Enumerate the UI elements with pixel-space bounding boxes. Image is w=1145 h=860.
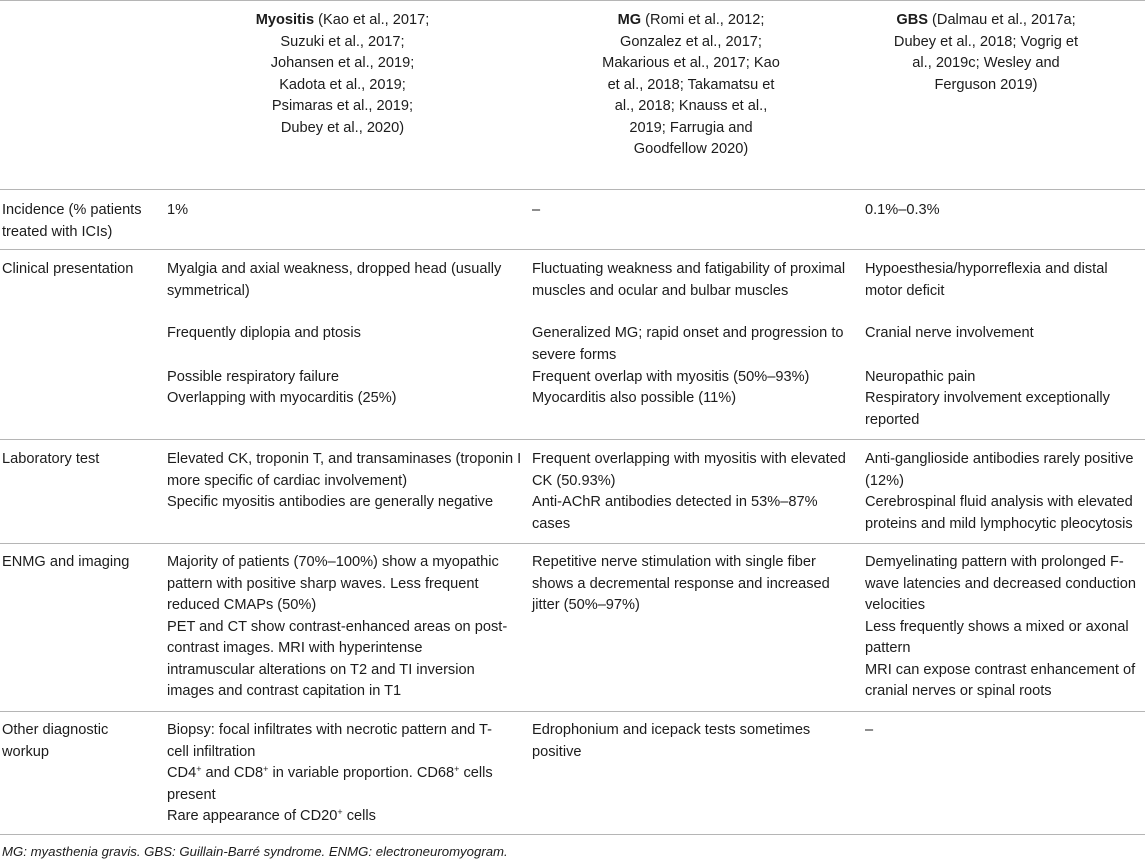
cell-line: Anti-AChR antibodies detected in 53%–87% cases (532, 494, 818, 532)
cell-line: Biopsy: focal infiltrates with necrotic pattern and T-cell infiltration (167, 722, 493, 760)
cell-line: Generalized MG; rapid onset and progression to severe forms (532, 325, 844, 363)
cell-line: Neuropathic pain (865, 369, 976, 385)
header-gbs-refs: (Dalmau et al., 2017a; Dubey et al., 2018; Vogrig et al., 2019c; Wesley and Ferguson 2019) (893, 12, 1079, 93)
cell-text: cells present (167, 765, 493, 803)
table-rule (0, 439, 1145, 440)
superscript: + (337, 807, 343, 817)
header-myositis-refs: (Kao et al., 2017; Suzuki et al., 2017; Johansen et al., 2019; Kadota et al., 2019; Psimaras et al., 2019; Dubey et al., 2020) (270, 12, 430, 136)
table-rule (0, 249, 1145, 250)
cell-line: Repetitive nerve stimulation with single fiber shows a decremental response and increased jitter (50%–97%) (532, 554, 830, 613)
cell-line: Specific myositis antibodies are generally negative (167, 494, 494, 510)
cell-incidence-gbs (865, 200, 1143, 222)
cell-line: MRI can expose contrast enhancement of cranial nerves or spinal roots (865, 661, 1136, 699)
cell-enmg-mg (532, 552, 852, 617)
row-label-enmg (2, 552, 162, 574)
cell-text: and CD8 (201, 765, 264, 781)
header-gbs-abbr: GBS (896, 12, 928, 28)
row-label-text: Other diagnostic workup (2, 722, 109, 760)
cell-line: Majority of patients (70%–100%) show a myopathic pattern with positive sharp waves. Less frequent reduced CMAPs (50%) (167, 554, 499, 613)
cell-incidence-mg (532, 200, 852, 222)
cell-line: Possible respiratory failure (167, 369, 339, 385)
cell-laboratory-myositis (167, 449, 522, 514)
cell-line: Cerebrospinal fluid analysis with elevated proteins and mild lymphocytic pleocytosis (865, 494, 1133, 532)
cell-line: Overlapping with myocarditis (25%) (167, 390, 397, 406)
cell-laboratory-gbs (865, 449, 1143, 535)
cell-line: Myocarditis also possible (11%) (532, 390, 737, 406)
cell-enmg-myositis (167, 552, 512, 703)
table-rule (0, 189, 1145, 190)
header-mg (596, 10, 786, 161)
cell-other-mg (532, 720, 842, 763)
cell-text: Rare appearance of CD20 (167, 808, 338, 824)
cell-line: Respiratory involvement exceptionally reported (865, 390, 1110, 428)
cell-line: Frequent overlap with myositis (50%–93%) (532, 369, 810, 385)
cell-line: – (532, 202, 541, 218)
header-myositis (250, 10, 435, 139)
table-rule (0, 543, 1145, 544)
cell-text: in variable proportion. CD68 (268, 765, 455, 781)
cell-line: 1% (167, 202, 189, 218)
header-myositis-abbr: Myositis (255, 12, 315, 28)
table-rule (0, 834, 1145, 835)
superscript: + (263, 764, 269, 774)
header-mg-refs: (Romi et al., 2012; Gonzalez et al., 2017; Makarious et al., 2017; Kao et al., 2018; Takamatsu et al., 2018; Knauss et al., 2019; Farrugia and Goodfellow 2020) (602, 12, 780, 157)
cell-line: PET and CT show contrast-enhanced areas on post-contrast images. MRI with hyperintense intramuscular alterations on T2 and TI inversion images and contrast capitation in T1 (167, 618, 508, 699)
cell-line (167, 806, 507, 828)
cell-line: Edrophonium and icepack tests sometimes positive (532, 722, 811, 760)
cell-line: Frequently diplopia and ptosis (167, 325, 361, 341)
cell-other-gbs (865, 720, 1143, 742)
cell-line: Hypoesthesia/hyporreflexia and distal motor deficit (865, 261, 1108, 299)
cell-text: CD4 (167, 765, 197, 781)
cell-text: cells (342, 808, 376, 824)
cell-line: Anti-ganglioside antibodies rarely positive (12%) (865, 451, 1134, 489)
cell-other-myositis (167, 720, 507, 828)
cell-enmg-gbs (865, 552, 1145, 703)
row-label-laboratory (2, 449, 162, 471)
cell-line: Frequent overlapping with myositis with elevated CK (50.93%) (532, 451, 846, 489)
cell-line: Less frequently shows a mixed or axonal pattern (865, 618, 1129, 656)
header-mg-abbr: MG (617, 12, 642, 28)
row-label-clinical (2, 259, 162, 281)
row-label-text: Laboratory test (2, 451, 100, 467)
cell-line: Myalgia and axial weakness, dropped head (usually symmetrical) (167, 261, 502, 299)
cell-line: 0.1%–0.3% (865, 202, 940, 218)
row-label-text: Incidence (% patients treated with ICIs) (2, 202, 142, 240)
cell-incidence-myositis (167, 200, 522, 222)
row-label-incidence (2, 200, 162, 243)
cell-line (167, 763, 507, 806)
cell-line: – (865, 722, 874, 738)
cell-laboratory-mg (532, 449, 852, 535)
cell-line: Demyelinating pattern with prolonged F-wave latencies and decreased conduction velocities (865, 554, 1136, 613)
header-gbs (886, 10, 1086, 96)
table-footnote: MG: myasthenia gravis. GBS: Guillain-Barré syndrome. ENMG: electroneuromyogram. (2, 844, 508, 859)
superscript: + (196, 764, 202, 774)
superscript: + (454, 764, 460, 774)
row-label-text: ENMG and imaging (2, 554, 130, 570)
cell-line: Elevated CK, troponin T, and transaminases (troponin I more specific of cardiac involvement) (167, 451, 522, 489)
row-label-text: Clinical presentation (2, 261, 134, 277)
cell-line: Cranial nerve involvement (865, 325, 1034, 341)
row-label-other (2, 720, 142, 763)
table-rule (0, 711, 1145, 712)
table-rule (0, 0, 1145, 1)
cell-line: Fluctuating weakness and fatigability of proximal muscles and ocular and bulbar muscles (532, 261, 846, 299)
